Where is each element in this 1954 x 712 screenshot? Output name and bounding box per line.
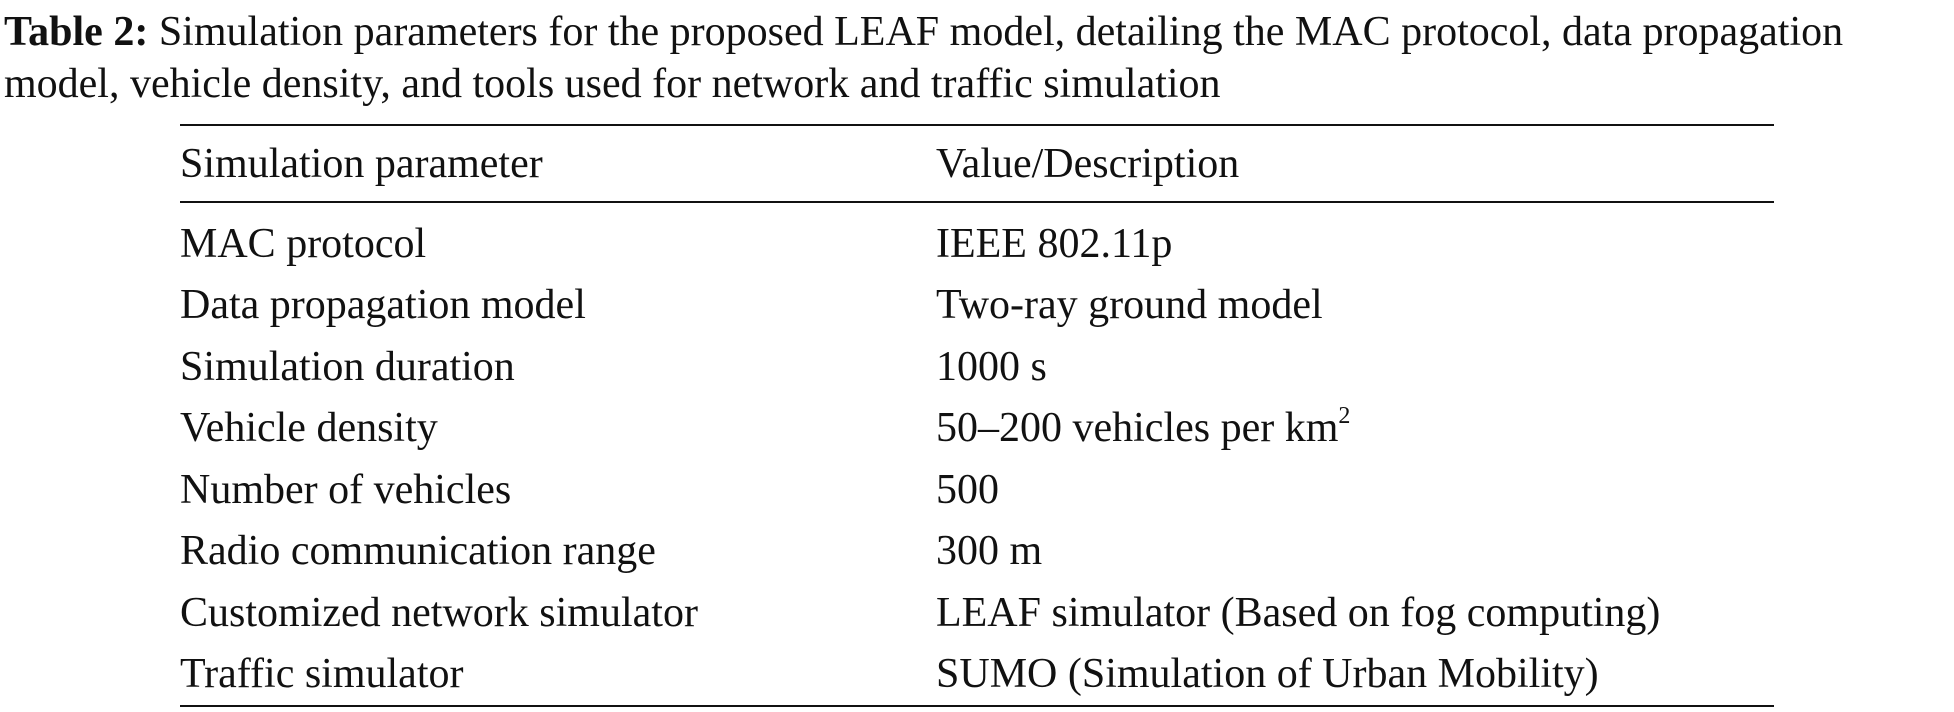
- cell-value: [936, 398, 1774, 460]
- table-row: [180, 644, 1774, 707]
- cell-parameter: Customized network simulator: [180, 589, 698, 636]
- superscript-exponent: 2: [1338, 403, 1351, 430]
- cell-parameter: Number of vehicles: [180, 466, 512, 513]
- table-row: [180, 398, 1774, 460]
- table-caption: [4, 6, 1950, 110]
- cell-parameter: MAC protocol: [180, 220, 427, 267]
- cell-value: 500: [936, 466, 999, 513]
- cell-parameter: Traffic simulator: [180, 651, 464, 698]
- table-row: [180, 275, 1774, 337]
- table-row: [180, 459, 1774, 521]
- cell-parameter: Simulation duration: [180, 343, 515, 390]
- cell-parameter: Vehicle density: [180, 405, 438, 452]
- cell-parameter: Radio communication range: [180, 528, 656, 575]
- cell-value: SUMO (Simulation of Urban Mobility): [936, 651, 1599, 698]
- parameters-table-container: [180, 124, 1774, 707]
- parameters-table: [180, 124, 1774, 707]
- header-parameter: Simulation parameter: [180, 140, 543, 187]
- table-row: [180, 582, 1774, 644]
- cell-value: LEAF simulator (Based on fog computing): [936, 589, 1661, 636]
- cell-value: IEEE 802.11p: [936, 220, 1173, 267]
- table-caption-label: Table 2:: [4, 9, 149, 55]
- table-row: [180, 336, 1774, 398]
- header-value: Value/Description: [936, 140, 1240, 187]
- table-header-row: [180, 125, 1774, 202]
- table-caption-text: Simulation parameters for the proposed LEAF model, detailing the MAC protocol, data propagation model, vehicle density, and tools used for network and traffic simulation: [4, 9, 1844, 107]
- cell-value: Two-ray ground model: [936, 282, 1323, 329]
- cell-value: 300 m: [936, 528, 1043, 575]
- table-row: [180, 202, 1774, 275]
- table-row: [180, 521, 1774, 583]
- cell-parameter: Data propagation model: [180, 282, 586, 329]
- cell-value: 1000 s: [936, 343, 1047, 390]
- cell-value-text: 50–200 vehicles per km: [936, 405, 1339, 452]
